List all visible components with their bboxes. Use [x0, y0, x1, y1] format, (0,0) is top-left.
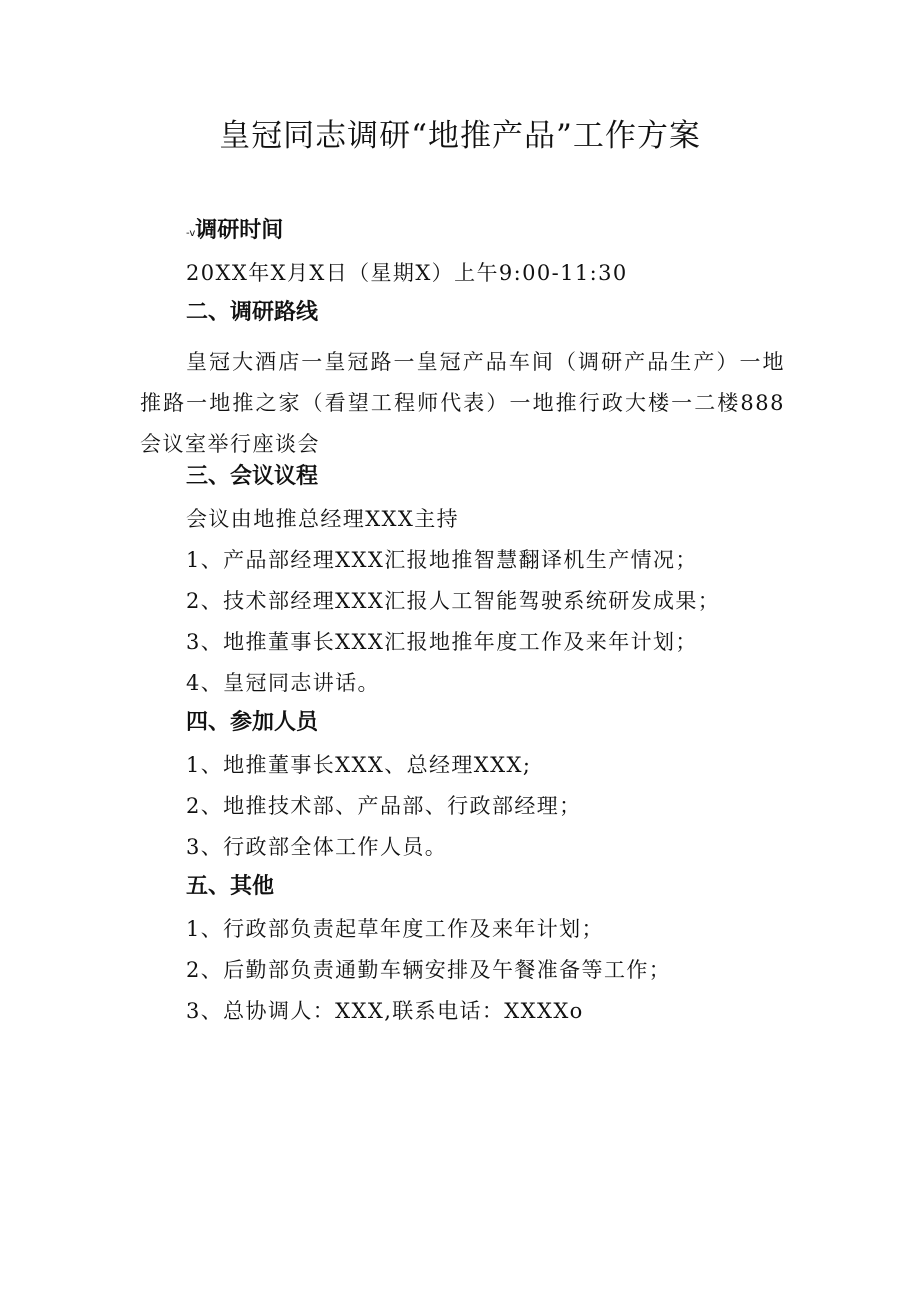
attendee-item: 1、地推董事长XXX、总经理XXX; [186, 753, 532, 777]
attendee-item: 2、地推技术部、产品部、行政部经理； [186, 794, 582, 818]
section-heading-time [186, 216, 283, 249]
document-title: 皇冠同志调研“地推产品”工作方案 [219, 118, 701, 154]
research-time-text: 20XX年X月X日（星期X）上午9:00-11:30 [186, 261, 628, 285]
agenda-item: 4、皇冠同志讲话。 [186, 671, 380, 695]
other-item: 3、总协调人：XXX,联系电话：XXXXo [186, 999, 584, 1023]
agenda-item: 2、技术部经理XXX汇报人工智能驾驶系统研发成果； [186, 589, 721, 613]
section-marker: -v [186, 228, 196, 239]
section-heading-agenda: 三、会议议程 [186, 464, 319, 489]
agenda-item: 1、产品部经理XXX汇报地推智慧翻译机生产情况； [186, 548, 698, 572]
other-item: 1、行政部负责起草年度工作及来年计划； [186, 917, 604, 941]
research-route-paragraph: 皇冠大酒店一皇冠路一皇冠产品车间（调研产品生产）一地推路一地推之家（看望工程师代表）一地推行政大楼一二楼888会议室举行座谈会 [140, 350, 785, 456]
section-heading-text: 调研时间 [195, 218, 284, 243]
section-heading-other: 五、其他 [186, 874, 275, 899]
agenda-intro: 会议由地推总经理XXX主持 [186, 507, 460, 531]
other-item: 2、后勤部负责通勤车辆安排及午餐准备等工作； [186, 958, 672, 982]
agenda-item: 3、地推董事长XXX汇报地推年度工作及来年计划； [186, 630, 698, 654]
attendee-item: 3、行政部全体工作人员。 [186, 835, 448, 859]
section-heading-route: 二、调研路线 [186, 300, 319, 325]
section-heading-attendees: 四、参加人员 [186, 710, 319, 735]
